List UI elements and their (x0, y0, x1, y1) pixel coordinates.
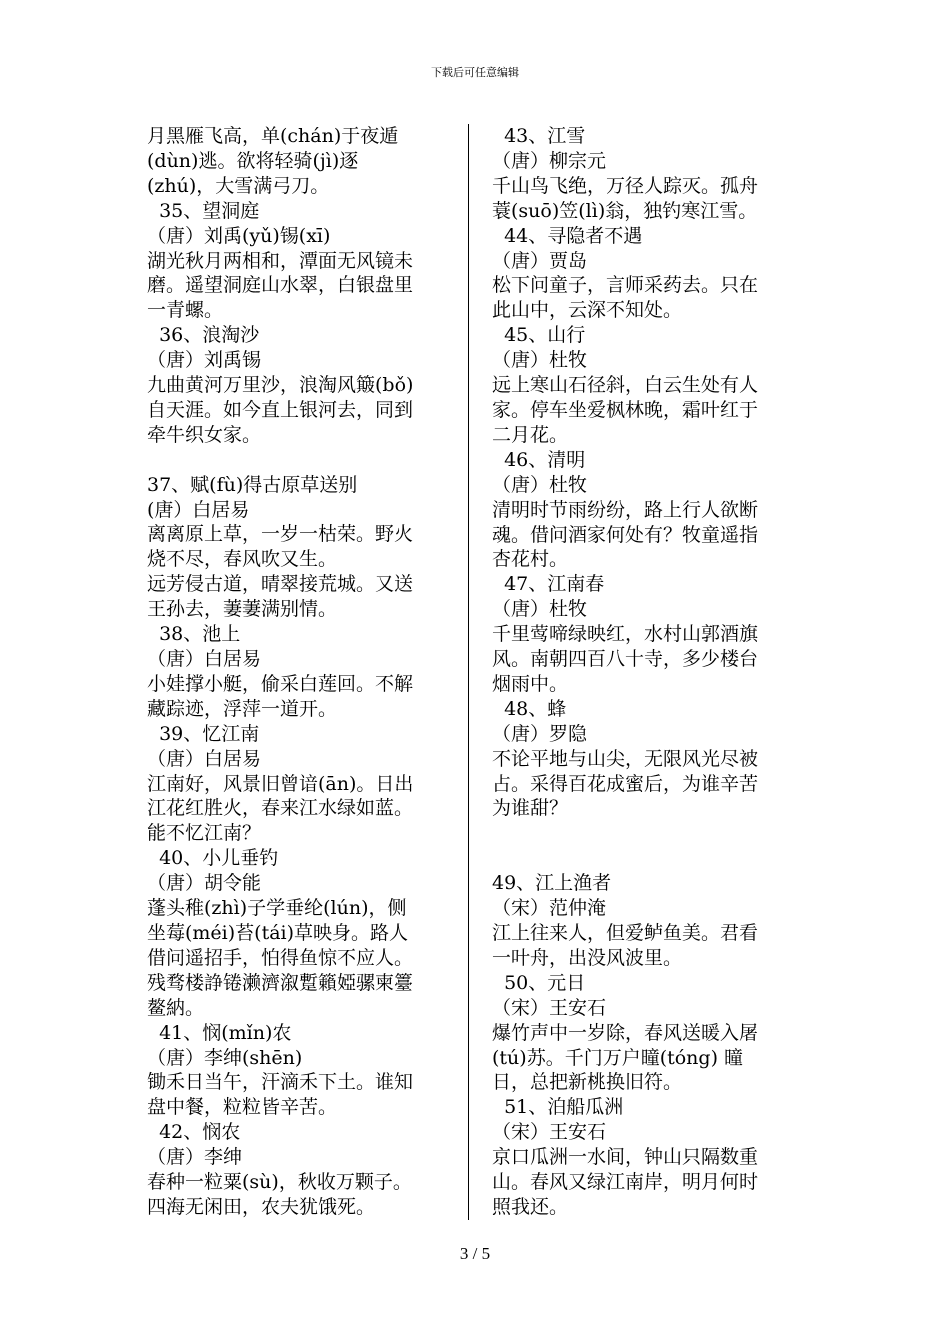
text-line: (tú)苏。千门万户曈(tóng) 曈 (492, 1046, 744, 1069)
text-line: 37、赋(fù)得古原草送别 (147, 473, 358, 496)
text-line: 51、泊船瓜洲 (492, 1096, 624, 1119)
text-line: 此山中，云深不知处。 (492, 299, 683, 322)
text-line: (唐）白居易 (147, 498, 250, 521)
text-line: 松下问童子，言师采药去。只在 (492, 274, 759, 297)
text-line: 49、江上渔者 (492, 872, 612, 895)
text-line: 盘中餐，粒粒皆辛苦。 (147, 1096, 338, 1119)
text-line: 二月花。 (492, 423, 569, 446)
text-line: （唐）杜牧 (492, 349, 588, 372)
text-line: 43、江雪 (492, 125, 586, 147)
text-line: 不论平地与山尖，无限风光尽被 (492, 747, 759, 770)
text-line: 京口瓜洲一水间，钟山只隔数重 (492, 1146, 759, 1169)
text-line: 江南好，风景旧曾谙(ān)。日出 (147, 772, 414, 795)
text-line: 牵牛织女家。 (147, 423, 262, 446)
text-line: 蓬头稚(zhì)子学垂纶(lún)，侧 (147, 897, 407, 920)
text-line: 湖光秋月两相和，潭面无风镜未 (147, 249, 414, 272)
text-line: 魂。借问酒家何处有？牧童遥指 (492, 523, 759, 546)
text-line: 36、浪淘沙 (147, 324, 260, 347)
text-line: 千山鸟飞绝，万径人踪灭。孤舟 (492, 174, 759, 197)
column-divider (468, 124, 469, 1220)
text-line: 蓑(suō)笠(lì)翁，独钓寒江雪。 (492, 199, 758, 222)
text-line: 春种一粒粟(sù)，秋收万颗子。 (147, 1171, 412, 1194)
text-line: （唐）贾岛 (492, 249, 588, 272)
text-line: 为谁甜？ (492, 797, 569, 820)
text-line: 一叶舟，出没风波里。 (492, 946, 683, 969)
text-line: 47、江南春 (492, 573, 605, 596)
text-line: 远上寒山石径斜，白云生处有人 (492, 374, 759, 397)
text-line: （宋）王安石 (492, 996, 607, 1019)
text-line: 清明时节雨纷纷，路上行人欲断 (492, 498, 759, 521)
page-header: 下载后可任意编辑 (431, 66, 519, 79)
text-line: （唐）李绅 (147, 1146, 243, 1169)
text-line: 月黑雁飞高，单(chán)于夜遁 (147, 125, 399, 147)
text-line: （唐）刘禹(yǔ)锡(xī) (147, 224, 331, 247)
text-line: 残骛楼諍锩濑濟溆蹔籟婭骡柬籉 (147, 971, 414, 994)
text-line: 远芳侵古道，晴翠接荒城。又送 (147, 573, 414, 596)
text-line: 占。采得百花成蜜后，为谁辛苦 (492, 772, 759, 795)
text-line: 一青螺。 (147, 299, 224, 322)
text-line: （唐）柳宗元 (492, 149, 607, 172)
text-line: (dùn)逃。欲将轻骑(jì)逐 (147, 149, 359, 172)
text-line: 50、元日 (492, 971, 586, 994)
text-line: （唐）刘禹锡 (147, 349, 262, 372)
text-line: 48、蜂 (492, 697, 567, 720)
text-line: 39、忆江南 (147, 722, 260, 745)
text-line: （宋）王安石 (492, 1121, 607, 1144)
text-line: 四海无闲田，农夫犹饿死。 (147, 1195, 376, 1218)
text-line: 杏花村。 (492, 548, 569, 571)
page-number: 3 / 5 (459, 1244, 491, 1263)
text-line: （唐）杜牧 (492, 598, 588, 621)
text-line: 山。春风又绿江南岸，明月何时 (492, 1171, 759, 1194)
text-line: （唐）李绅(shēn) (147, 1046, 303, 1069)
text-line: （唐）白居易 (147, 648, 262, 671)
text-line: 小娃撑小艇，偷采白莲回。不解 (147, 672, 414, 695)
text-line: 千里莺啼绿映红，水村山郭酒旗 (492, 623, 759, 646)
text-line: 风。南朝四百八十寺，多少楼台 (492, 648, 759, 671)
text-line: 王孙去，萋萋满别情。 (147, 598, 338, 621)
text-line: 40、小儿垂钓 (147, 847, 279, 870)
text-line: （唐）罗隐 (492, 722, 588, 745)
text-line: 烧不尽，春风吹又生。 (147, 548, 338, 571)
right-column (492, 124, 810, 1220)
text-line: 九曲黄河万里沙，浪淘风簸(bǒ) (147, 374, 414, 397)
text-line: （唐）杜牧 (492, 473, 588, 496)
text-line: （唐）白居易 (147, 747, 262, 770)
text-line: 江花红胜火，春来江水绿如蓝。 (147, 797, 414, 820)
text-line: 日，总把新桃换旧符。 (492, 1071, 683, 1094)
text-line: 烟雨中。 (492, 672, 569, 695)
text-line: 鳌納。 (147, 996, 205, 1019)
text-line (147, 448, 465, 473)
left-column (147, 124, 465, 1220)
text-line: 能不忆江南？ (147, 822, 262, 845)
text-line: 照我还。 (492, 1195, 569, 1218)
text-line: 借问遥招手，怕得鱼惊不应人。 (147, 946, 414, 969)
text-line: 46、清明 (492, 448, 586, 471)
text-line: 江上往来人，但爱鲈鱼美。君看 (492, 921, 759, 944)
text-line: 磨。遥望洞庭山水翠，白银盘里 (147, 274, 414, 297)
text-line: 家。停车坐爱枫林晚，霜叶红于 (492, 398, 759, 421)
text-line: 离离原上草，一岁一枯荣。野火 (147, 523, 414, 546)
text-line: （宋）范仲淹 (492, 897, 607, 920)
text-line: 42、悯农 (147, 1121, 241, 1144)
text-line: 38、池上 (147, 623, 241, 646)
text-line: 41、悯(mǐn)农 (147, 1021, 292, 1044)
text-line (492, 846, 810, 871)
text-line: (zhú)，大雪满弓刀。 (147, 174, 330, 197)
text-line: 坐莓(méi)苔(tái)草映身。路人 (147, 921, 409, 944)
text-line: 44、寻隐者不遇 (492, 224, 643, 247)
text-line: 爆竹声中一岁除，春风送暖入屠 (492, 1021, 759, 1044)
text-line: （唐）胡令能 (147, 872, 262, 895)
text-line: 45、山行 (492, 324, 586, 347)
text-line: 35、望洞庭 (147, 199, 260, 222)
text-line: 藏踪迹，浮萍一道开。 (147, 697, 338, 720)
text-line (492, 821, 810, 846)
text-line: 自天涯。如今直上银河去，同到 (147, 398, 414, 421)
text-line: 锄禾日当午，汗滴禾下土。谁知 (147, 1071, 414, 1094)
